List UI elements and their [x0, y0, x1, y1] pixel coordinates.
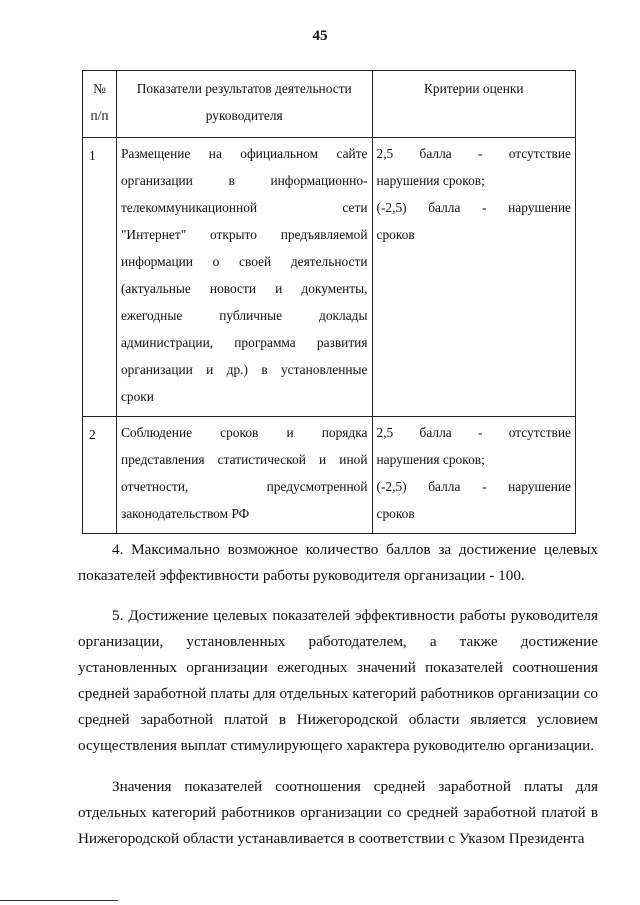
paragraph-6: Значения показателей соотношения средней заработной платы для отдельных категорий работников организации со средней заработной платой в Нижегородской области устанавливается в соответствии с Указом Президента [78, 778, 598, 847]
row-criteria [372, 417, 576, 534]
indicator-line: Размещение на официальном сайте [120, 146, 368, 161]
criteria-line: нарушения сроков; [376, 452, 485, 467]
header-number: № п/п [83, 71, 117, 138]
footer-rule [0, 900, 118, 901]
indicator-line: администрации, программа развития [120, 335, 368, 350]
table-row [83, 138, 576, 417]
indicator-line: отчетности, предусмотренной [120, 479, 368, 494]
indicator-line: Соблюдение сроков и порядка [120, 425, 368, 440]
indicator-line: представления статистической и иной [120, 452, 368, 467]
indicator-line: телекоммуникационной сети [120, 200, 368, 215]
criteria-line: сроков [376, 506, 415, 521]
indicator-line: организации и др.) в установленные [120, 362, 368, 377]
criteria-line: 2,5 балла - отсутствие [376, 425, 571, 440]
table-header-row [83, 71, 576, 138]
criteria-line: 2,5 балла - отсутствие [376, 146, 571, 161]
paragraph-5: 5. Достижение целевых показателей эффективности работы руководителя организации, установленных работодателем, а также достижение установленных организации ежегодных значений показателей соотношения средней заработной платы для отдельных категорий работников организации со средней заработной платой в Нижегородской области является условием осуществления выплат стимулирующего характера руководителю организации. [78, 607, 598, 754]
indicator-line: организации в информационно- [120, 173, 368, 188]
indicator-line: (актуальные новости и документы, [120, 281, 368, 296]
criteria-line: нарушения сроков; [376, 173, 485, 188]
evaluation-criteria-table [82, 70, 576, 534]
row-number: 1 [83, 138, 117, 417]
paragraph-5-block [78, 603, 598, 759]
indicator-line: сроки [120, 389, 154, 404]
indicator-line: "Интернет" открыто предъявляемой [120, 227, 368, 242]
row-criteria [372, 138, 576, 417]
header-criteria: Критерии оценки [372, 71, 576, 138]
paragraph-4: 4. Максимально возможное количество баллов за достижение целевых показателей эффективности работы руководителя организации - 100. [78, 541, 598, 584]
table-row [83, 417, 576, 534]
indicator-line: законодательством РФ [120, 506, 250, 521]
header-indicator: Показатели результатов деятельности руководителя [116, 71, 372, 138]
page-number: 45 [312, 28, 328, 44]
row-number: 2 [83, 417, 117, 534]
criteria-line: сроков [376, 227, 415, 242]
paragraph-4-block [78, 537, 598, 589]
row-indicator [116, 138, 372, 417]
indicator-line: ежегодные публичные доклады [120, 308, 368, 323]
criteria-line: (-2,5) балла - нарушение [376, 479, 571, 494]
row-indicator [116, 417, 372, 534]
paragraph-6-block [78, 774, 598, 852]
criteria-line: (-2,5) балла - нарушение [376, 200, 571, 215]
indicator-line: информации о своей деятельности [120, 254, 368, 269]
